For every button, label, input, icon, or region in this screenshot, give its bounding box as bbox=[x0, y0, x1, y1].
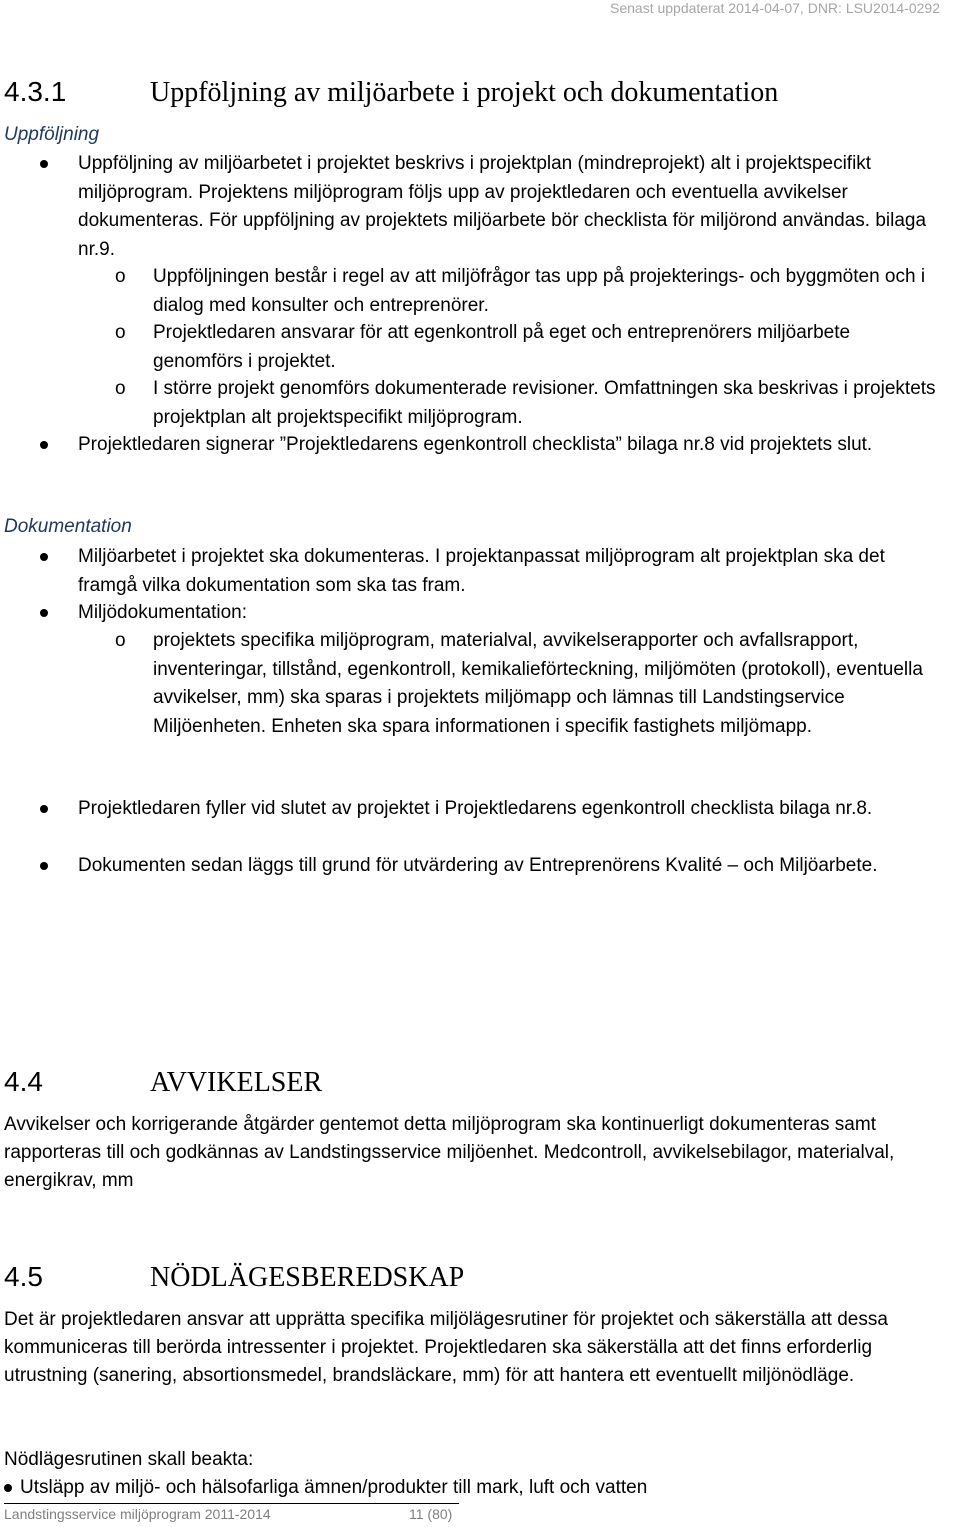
bullet-item: Uppföljning av miljöarbetet i projektet beskrivs i projektplan (mindreprojekt) alt i projektspecifikt miljöprogram. Projektens miljöprogram följs upp av projektledaren och eventuella avvikelser dokumenteras. För uppföljning av projektets miljöarbete bör checklista för miljörond användas. bilaga nr.9. bbox=[78, 150, 948, 264]
bullet-item: Projektledaren fyller vid slutet av projektet i Projektledarens egenkontroll checklista bilaga nr.8. bbox=[78, 795, 938, 824]
sub-bullet-item: o projektets specifika miljöprogram, materialval, avvikelserapporter och avfallsrapport, inventeringar, tillstånd, egenkontroll, kemikalieförteckning, miljömöten (protokoll), eventuella avvikelser, mm) ska sparas i projektets miljömapp och lämnas till Landstingservice Miljöenheten. Enheten ska spara informationen i specifik fastighets miljömapp. bbox=[153, 627, 953, 741]
bullet-item: Miljöarbetet i projektet ska dokumenteras. I projektanpassat miljöprogram alt projektplan ska det framgå vilka dokumentation som ska tas fram. bbox=[78, 543, 948, 600]
bullet-item: Dokumenten sedan läggs till grund för utvärdering av Entreprenörens Kvalité – och Miljöarbete. bbox=[78, 852, 938, 881]
bullet-item: Projektledaren signerar ”Projektledarens egenkontroll checklista” bilaga nr.8 vid projektets slut. bbox=[78, 431, 938, 460]
page-number: 11 (80) bbox=[409, 1506, 453, 1522]
bullet-item: Miljödokumentation: bbox=[78, 599, 948, 628]
heading-number: 4.3.1 bbox=[4, 76, 67, 107]
heading-4-4 bbox=[4, 1066, 322, 1099]
subheading-dokumentation: Dokumentation bbox=[4, 516, 132, 537]
bullet-text: Utsläpp av miljö- och hälsofarliga ämnen/produkter till mark, luft och vatten bbox=[20, 1477, 648, 1498]
paragraph-nodlagesberedskap: Det är projektledaren ansvar att upprätta specifika miljölägesrutiner för projektet och säkerställa att dessa kommuniceras till berörda intressenter i projektet. Projektledaren ska säkerställa att det finns erforderlig utrustning (sanering, absortionsmedel, brandsläckare, mm) för att hantera ett eventuellt miljönödläge. bbox=[4, 1309, 888, 1386]
footer bbox=[4, 1503, 459, 1522]
heading-title: Uppföljning av miljöarbete i projekt och dokumentation bbox=[150, 77, 779, 108]
heading-title: NÖDLÄGESBEREDSKAP bbox=[150, 1262, 465, 1293]
heading-number: 4.5 bbox=[4, 1261, 43, 1292]
bullet-dot bbox=[4, 1484, 12, 1492]
heading-number: 4.4 bbox=[4, 1066, 43, 1097]
bullet-item bbox=[20, 1474, 920, 1502]
header-updated: Senast uppdaterat 2014-04-07, DNR: LSU2014-0292 bbox=[610, 0, 940, 16]
subheading-uppfoljning: Uppföljning bbox=[4, 124, 100, 145]
footer-title: Landstingsservice miljöprogram 2011-2014 bbox=[4, 1506, 271, 1522]
sub-bullet-item: o Uppföljningen består i regel av att miljöfrågor tas upp på projekterings- och byggmöten och i dialog med konsulter och entreprenörer. bbox=[153, 263, 943, 320]
sub-bullet-item: o Projektledaren ansvarar för att egenkontroll på eget och entreprenörers miljöarbete genomförs i projektet. bbox=[153, 319, 943, 376]
sub-bullet-item: o I större projekt genomförs dokumenterade revisioner. Omfattningen ska beskrivas i projektets projektplan alt projektspecifikt miljöprogram. bbox=[153, 375, 943, 432]
heading-4-3-1 bbox=[4, 76, 778, 109]
paragraph-avvikelser: Avvikelser och korrigerande åtgärder gentemot detta miljöprogram ska kontinuerligt dokumenteras samt rapporteras till och godkännas av Landstingsservice miljöenhet. Medcontroll, avvikelsebilagor, materialval, energikrav, mm bbox=[4, 1114, 895, 1191]
heading-4-5 bbox=[4, 1261, 464, 1294]
paragraph-nodlagesrutin: Nödlägesrutinen skall beakta: bbox=[4, 1449, 254, 1470]
heading-title: AVVIKELSER bbox=[150, 1067, 323, 1098]
